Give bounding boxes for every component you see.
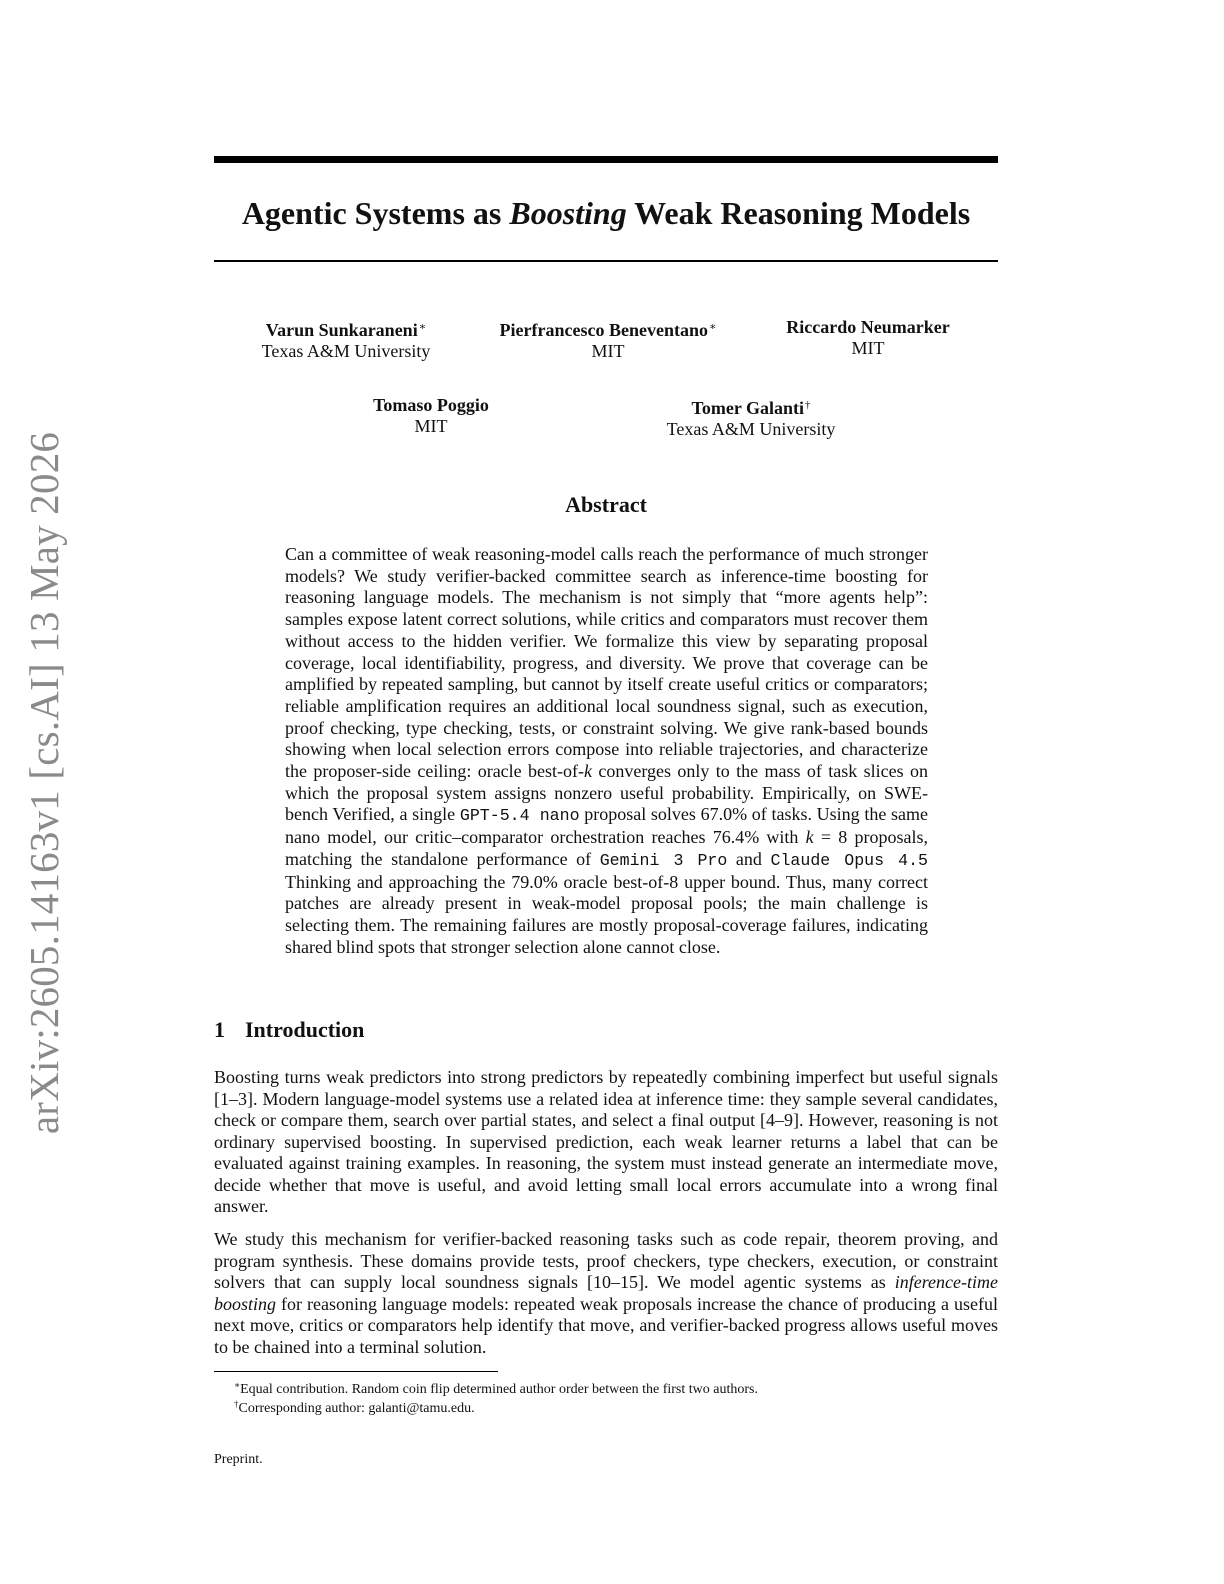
- model-name: Claude Opus 4.5: [770, 850, 928, 870]
- abstract-body: [285, 544, 928, 958]
- author-affiliation: MIT: [851, 338, 885, 358]
- abstract-text: proposal solves 67.0% of tasks. Using the same nano model, our critic–comparator orchestration reaches 76.4% with: [285, 804, 928, 848]
- paragraph-text: We study this mechanism for verifier-backed reasoning tasks such as code repair, theorem proving, and program synthesis. These domains provide tests, proof checkers, type checkers, execution, or constraint solvers that can supply local soundness signals [10–15]. We model agentic systems as: [214, 1229, 998, 1292]
- author-name: Pierfrancesco Beneventano: [499, 320, 708, 340]
- preprint-label: Preprint.: [214, 1452, 263, 1467]
- section-title: Introduction: [245, 1017, 365, 1042]
- author-name: Riccardo Neumarker: [786, 317, 950, 337]
- section-heading: [214, 1017, 364, 1043]
- author-block: [196, 317, 496, 362]
- title-emphasis: Boosting: [509, 195, 627, 231]
- author-mark: ∗: [418, 321, 427, 333]
- model-name: Gemini 3 Pro: [599, 850, 728, 870]
- footnote: [234, 1395, 475, 1418]
- abstract-text: = 8 proposals, matching the standalone performance of: [285, 827, 928, 869]
- footnote-mark: †: [234, 1399, 239, 1409]
- footnote-text: Corresponding author: galanti@tamu.edu.: [238, 1401, 475, 1416]
- paper-title: [214, 190, 998, 236]
- author-name: Tomaso Poggio: [373, 395, 489, 415]
- arxiv-identifier: arXiv:2605.14163v1 [cs.AI] 13 May 2026: [21, 431, 67, 1135]
- footnote-rule: [214, 1371, 498, 1372]
- abstract-text: Can a committee of weak reasoning-model calls reach the performance of much stronger models? We study verifier-backed committee search as inference-time boosting for reasoning language models. The mechanism is not simply that “more agents help”: samples expose latent correct solutions, while critics and comparators must recover them without access to the hidden verifier. We formalize this view by separating proposal coverage, local identifiability, progress, and diversity. We prove that coverage can be amplified by repeated sampling, but cannot by itself create useful critics or comparators; reliable amplification requires an additional local soundness signal, such as execution, proof checking, type checking, tests, or constraint solving. We give rank-based bounds showing when local selection errors compose into reliable trajectories, and characterize the proposer-side ceiling: oracle best-of-: [285, 544, 928, 782]
- intro-paragraph: Boosting turns weak predictors into strong predictors by repeatedly combining imperfect but useful signals [1–3]. Modern language-model systems use a related idea at inference time: they sample several candidates, check or compare them, search over partial states, and select a final output [4–9]. However, reasoning is not ordinary supervised boosting. In supervised prediction, each weak learner returns a label that can be evaluated against training examples. In reasoning, the system must instead generate an intermediate move, decide whether that move is useful, and avoid letting small local errors accumulate into a wrong final answer.: [214, 1067, 998, 1216]
- author-name: Varun Sunkaraneni: [265, 320, 418, 340]
- author-block: [281, 395, 581, 437]
- section-number: 1: [214, 1017, 225, 1042]
- author-affiliation: Texas A&M University: [666, 419, 836, 439]
- author-mark: †: [805, 399, 811, 411]
- title-part-before: Agentic Systems as: [241, 195, 510, 231]
- author-affiliation: MIT: [591, 341, 625, 361]
- paragraph-text: for reasoning language models: repeated weak proposals increase the chance of producing a useful next move, critics or comparators help identify that move, and verifier-backed progress allows useful moves to be chained into a terminal solution.: [214, 1293, 998, 1357]
- emphasis-text: inference-time boosting: [214, 1272, 998, 1314]
- abstract-heading: Abstract: [565, 492, 647, 517]
- abstract-text: and: [727, 848, 771, 869]
- model-name: GPT-5.4 nano: [459, 806, 580, 826]
- author-affiliation: Texas A&M University: [261, 341, 431, 361]
- title-part-after: Weak Reasoning Models: [626, 195, 971, 231]
- math-variable: k: [805, 827, 814, 848]
- author-name: Tomer Galanti: [691, 398, 804, 418]
- abstract-text: converges only to the mass of task slices on which the proposal system assigns nonzero useful probability. Empirically, on SWE-bench Verified, a single: [285, 761, 928, 825]
- title-rule-bottom: [214, 260, 998, 262]
- author-block: [601, 395, 901, 440]
- author-affiliation: MIT: [414, 416, 448, 436]
- author-block: [458, 317, 758, 362]
- abstract-text: Thinking and approaching the 79.0% oracle best-of-8 upper bound. Thus, many correct patches are already present in weak-model proposal pools; the main challenge is selecting them. The remaining failures are mostly proposal-coverage failures, indicating shared blind spots that stronger selection alone cannot close.: [285, 871, 928, 957]
- author-block: [718, 317, 1018, 359]
- footnote-mark: ∗: [234, 1380, 241, 1390]
- author-mark: ∗: [708, 321, 717, 333]
- intro-paragraph: [214, 1229, 998, 1358]
- math-variable: k: [584, 761, 593, 782]
- title-rule-top: [214, 156, 998, 163]
- footnote-text: Equal contribution. Random coin flip determined author order between the first two authors.: [240, 1382, 758, 1397]
